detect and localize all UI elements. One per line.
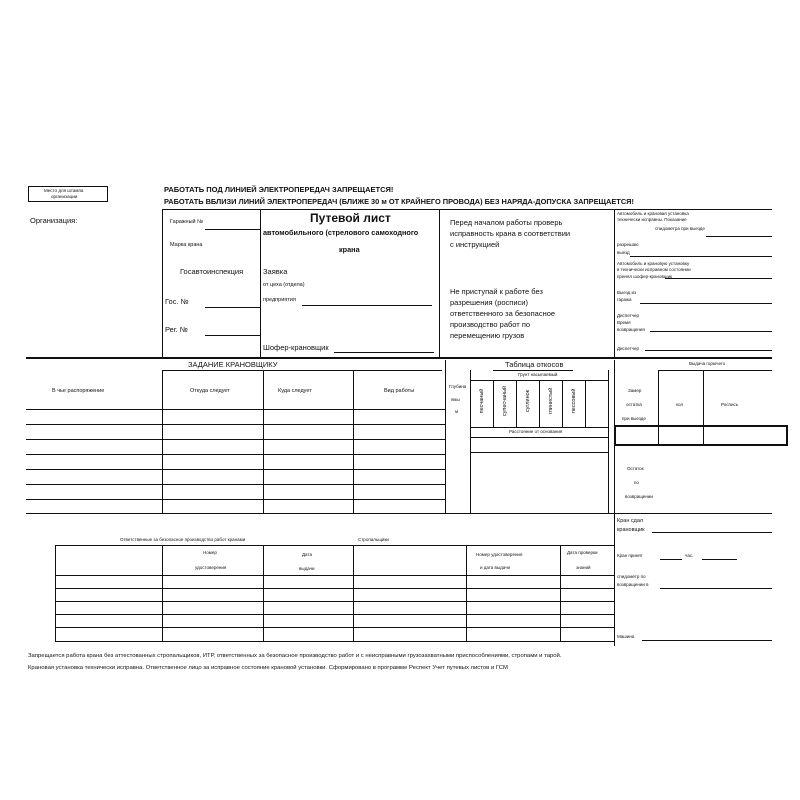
resp-row-line: [55, 627, 614, 628]
soil-group-label: Грунт насыпаемый: [518, 372, 558, 377]
right-text: Выезд из: [617, 290, 637, 295]
slopes-line: [470, 380, 608, 381]
enterprise-label: предприятия: [263, 297, 296, 303]
organization-label: Организация:: [30, 216, 78, 225]
task-col-1: В чье распоряжение: [52, 388, 105, 394]
driver-label: Шофер-крановщик: [263, 343, 329, 352]
speedometer-1: спидометр по: [617, 574, 646, 579]
vline: [493, 380, 494, 427]
remainder-1: Остаток: [627, 466, 644, 471]
right-text: Время: [617, 320, 631, 325]
task-row-line: [26, 424, 446, 425]
accepted-line: [660, 559, 682, 560]
sling-check-1: Дата проверки: [567, 550, 598, 555]
task-col-4: Вид работы: [384, 388, 415, 394]
slopes-title-underline: [493, 370, 573, 371]
task-bottom-line: [26, 513, 614, 514]
vline: [614, 360, 615, 646]
reg-no-line: [205, 335, 260, 336]
task-row-line: [26, 484, 446, 485]
vline: [608, 370, 609, 513]
fuel-col1-2: остатка: [626, 402, 642, 407]
fuel-line: [660, 588, 772, 589]
soil-sand: песчаный: [479, 388, 485, 414]
hours-line: [702, 559, 737, 560]
resp-line: [55, 545, 467, 546]
task-row-line: [26, 499, 446, 500]
sling-date: и дата выдачи: [480, 565, 511, 570]
right-text: принял шофер-крановщик: [617, 274, 673, 279]
right-line: [630, 256, 772, 257]
right-text: выезд: [617, 250, 630, 255]
check-text-3: с инструкцией: [450, 240, 500, 249]
fuel-line: [642, 640, 772, 641]
task-col-3: Куда следует: [278, 388, 312, 394]
gos-no-line: [205, 307, 260, 308]
right-text: разрешаю: [617, 242, 639, 247]
resp-row-line: [55, 614, 614, 615]
fuel-col1-1: Замер: [628, 388, 642, 393]
right-text: Автомобиль и крановая установка: [617, 211, 689, 216]
soil-clay: глинистый: [548, 387, 554, 415]
footer-line-1: Запрещается работа крана без аттестованных стропальщиков, ИТР, ответственных за безопасное производство работ и с неисправными грузозахватными приспособлениями, стропами и тарой.: [28, 653, 562, 659]
no-start-text-2: разрешения (росписи): [450, 298, 528, 307]
slopes-title: Таблица откосов: [505, 360, 564, 369]
sling-number: Номер удостоверения: [476, 552, 523, 557]
fuel-value-row: [614, 425, 788, 446]
vline: [439, 209, 440, 357]
garage-no-label: Гаражный №: [170, 219, 204, 225]
check-text-1: Перед началом работы проверь: [450, 218, 563, 227]
no-start-text-3: ответственного за безопасное: [450, 309, 556, 318]
resp-date-2: выдачи: [299, 566, 315, 571]
no-start-text-5: перемещению грузов: [450, 331, 525, 340]
fuel-line: [614, 513, 772, 514]
request-label: Заявка: [263, 267, 288, 276]
task-title-underline: [162, 370, 442, 371]
task-title: ЗАДАНИЕ КРАНОВЩИКУ: [188, 360, 278, 369]
task-row-line: [26, 409, 446, 410]
right-line: [706, 236, 772, 237]
right-text: гаража: [617, 297, 632, 302]
distance-label: Расстояние от основания: [509, 429, 563, 434]
header-bottom-line: [26, 357, 772, 359]
vline: [470, 370, 471, 513]
gos-no-label: Гос. №: [165, 297, 189, 306]
resp-row-line: [55, 575, 614, 576]
check-text-2: исправность крана в соответствии: [450, 229, 571, 238]
vline: [260, 209, 261, 357]
handed-1: Кран сдал: [617, 518, 644, 524]
right-line: [640, 303, 772, 304]
vline: [353, 370, 354, 513]
document-subtitle-1: автомобильного (стрелового самоходного: [263, 228, 419, 237]
warning-line-2: РАБОТАТЬ ВБЛИЗИ ЛИНИЙ ЭЛЕКТРОПЕРЕДАЧ (БЛИЖЕ 30 м ОТ КРАЙНЕГО ПРОВОДА) БЕЗ НАРЯДА-ДОПУСКА ЗАПРЕЩАЕТСЯ!: [164, 197, 634, 206]
remainder-2: по: [634, 480, 639, 485]
slopes-line: [470, 427, 608, 428]
fuel-col2: кол: [676, 402, 684, 407]
vline: [263, 370, 264, 513]
right-text: возвращения: [617, 327, 645, 332]
right-line: [650, 331, 772, 332]
reg-no-label: Рег. №: [165, 325, 188, 334]
vline: [162, 209, 163, 357]
handed-2: крановщик: [617, 527, 645, 533]
fuel-col3: Роспись: [721, 402, 739, 407]
speedometer-2: возвращении в: [617, 582, 649, 587]
sling-check-2: знаний: [576, 565, 591, 570]
sling-line: [466, 545, 614, 546]
resp-row-line: [55, 641, 614, 642]
right-text: спидометра при выезде: [655, 226, 705, 231]
vline: [614, 209, 615, 357]
soil-sandy-loam: супесчаный: [502, 385, 508, 417]
gai-label: Госавтоинспекция: [180, 267, 244, 276]
task-row-line: [26, 454, 446, 455]
vline: [562, 380, 563, 427]
task-col-2: Откуда следует: [190, 388, 230, 394]
slopes-line: [470, 437, 608, 438]
header-top-line: [162, 209, 772, 210]
fuel-line: [652, 532, 772, 533]
enterprise-line: [302, 305, 432, 306]
slopes-line: [470, 452, 608, 453]
slingers-title: Стропальщики: [358, 537, 389, 542]
no-start-text-4: производство работ по: [450, 320, 531, 329]
vline: [539, 380, 540, 427]
right-text: в технически исправном состоянии: [617, 267, 691, 272]
no-start-text-1: Не приступай к работе без: [450, 287, 543, 296]
resp-row-line: [55, 601, 614, 602]
resp-row-line: [55, 588, 614, 589]
machine-label: Машина: [617, 634, 635, 639]
right-text: технически исправны. Показание: [617, 217, 687, 222]
accepted-label: Кран принят: [617, 553, 643, 558]
stamp-label-1: Место для штампа: [44, 188, 84, 193]
crane-model-label: Марка крана: [170, 242, 203, 248]
resp-number-1: Номер: [203, 550, 217, 555]
remainder-3: возвращении: [625, 494, 653, 499]
garage-no-line: [205, 229, 260, 230]
right-line: [645, 350, 772, 351]
footer-line-2: Крановая установка технически исправна. Ответственное лицо за исправное состояние крановой установки. Сформировано в программе Респект Учет путевых листов и ГСМ: [28, 665, 508, 671]
resp-date-1: Дата: [302, 552, 312, 557]
vline: [162, 370, 163, 513]
fuel-issued-label: Выдача горючего: [689, 361, 726, 366]
task-row-line: [26, 469, 446, 470]
resp-number-2: удостоверения: [195, 565, 227, 570]
fuel-line: [658, 370, 772, 371]
document-subtitle-2: крана: [339, 245, 360, 254]
task-row-line: [26, 439, 446, 440]
depth-label-2: ямы: [451, 397, 460, 402]
depth-label-1: Глубина: [449, 384, 467, 389]
right-line: [665, 278, 772, 279]
stamp-label-2: организации: [51, 194, 78, 199]
right-text: Диспетчер: [617, 313, 640, 318]
vline: [445, 360, 446, 513]
depth-label-3: м: [455, 409, 459, 414]
soil-loess: лессовый: [571, 388, 577, 414]
right-text: Автомобиль и крановую установку: [617, 261, 690, 266]
right-text: Диспетчер: [617, 346, 640, 351]
warning-line-1: РАБОТАТЬ ПОД ЛИНИЕЙ ЭЛЕКТРОПЕРЕДАЧ ЗАПРЕЩАЕТСЯ!: [164, 185, 394, 194]
soil-loam: суглинок: [525, 389, 531, 413]
hours-label: час.: [685, 553, 694, 558]
responsible-title: Ответственные за безопасное производство работ кранами: [120, 537, 246, 542]
fuel-col1-3: при выезде: [622, 416, 646, 421]
document-title: Путевой лист: [310, 211, 391, 225]
from-shop-label: от цеха (отдела): [263, 282, 305, 288]
driver-line: [334, 352, 434, 353]
vline: [516, 380, 517, 427]
vline: [585, 380, 586, 427]
